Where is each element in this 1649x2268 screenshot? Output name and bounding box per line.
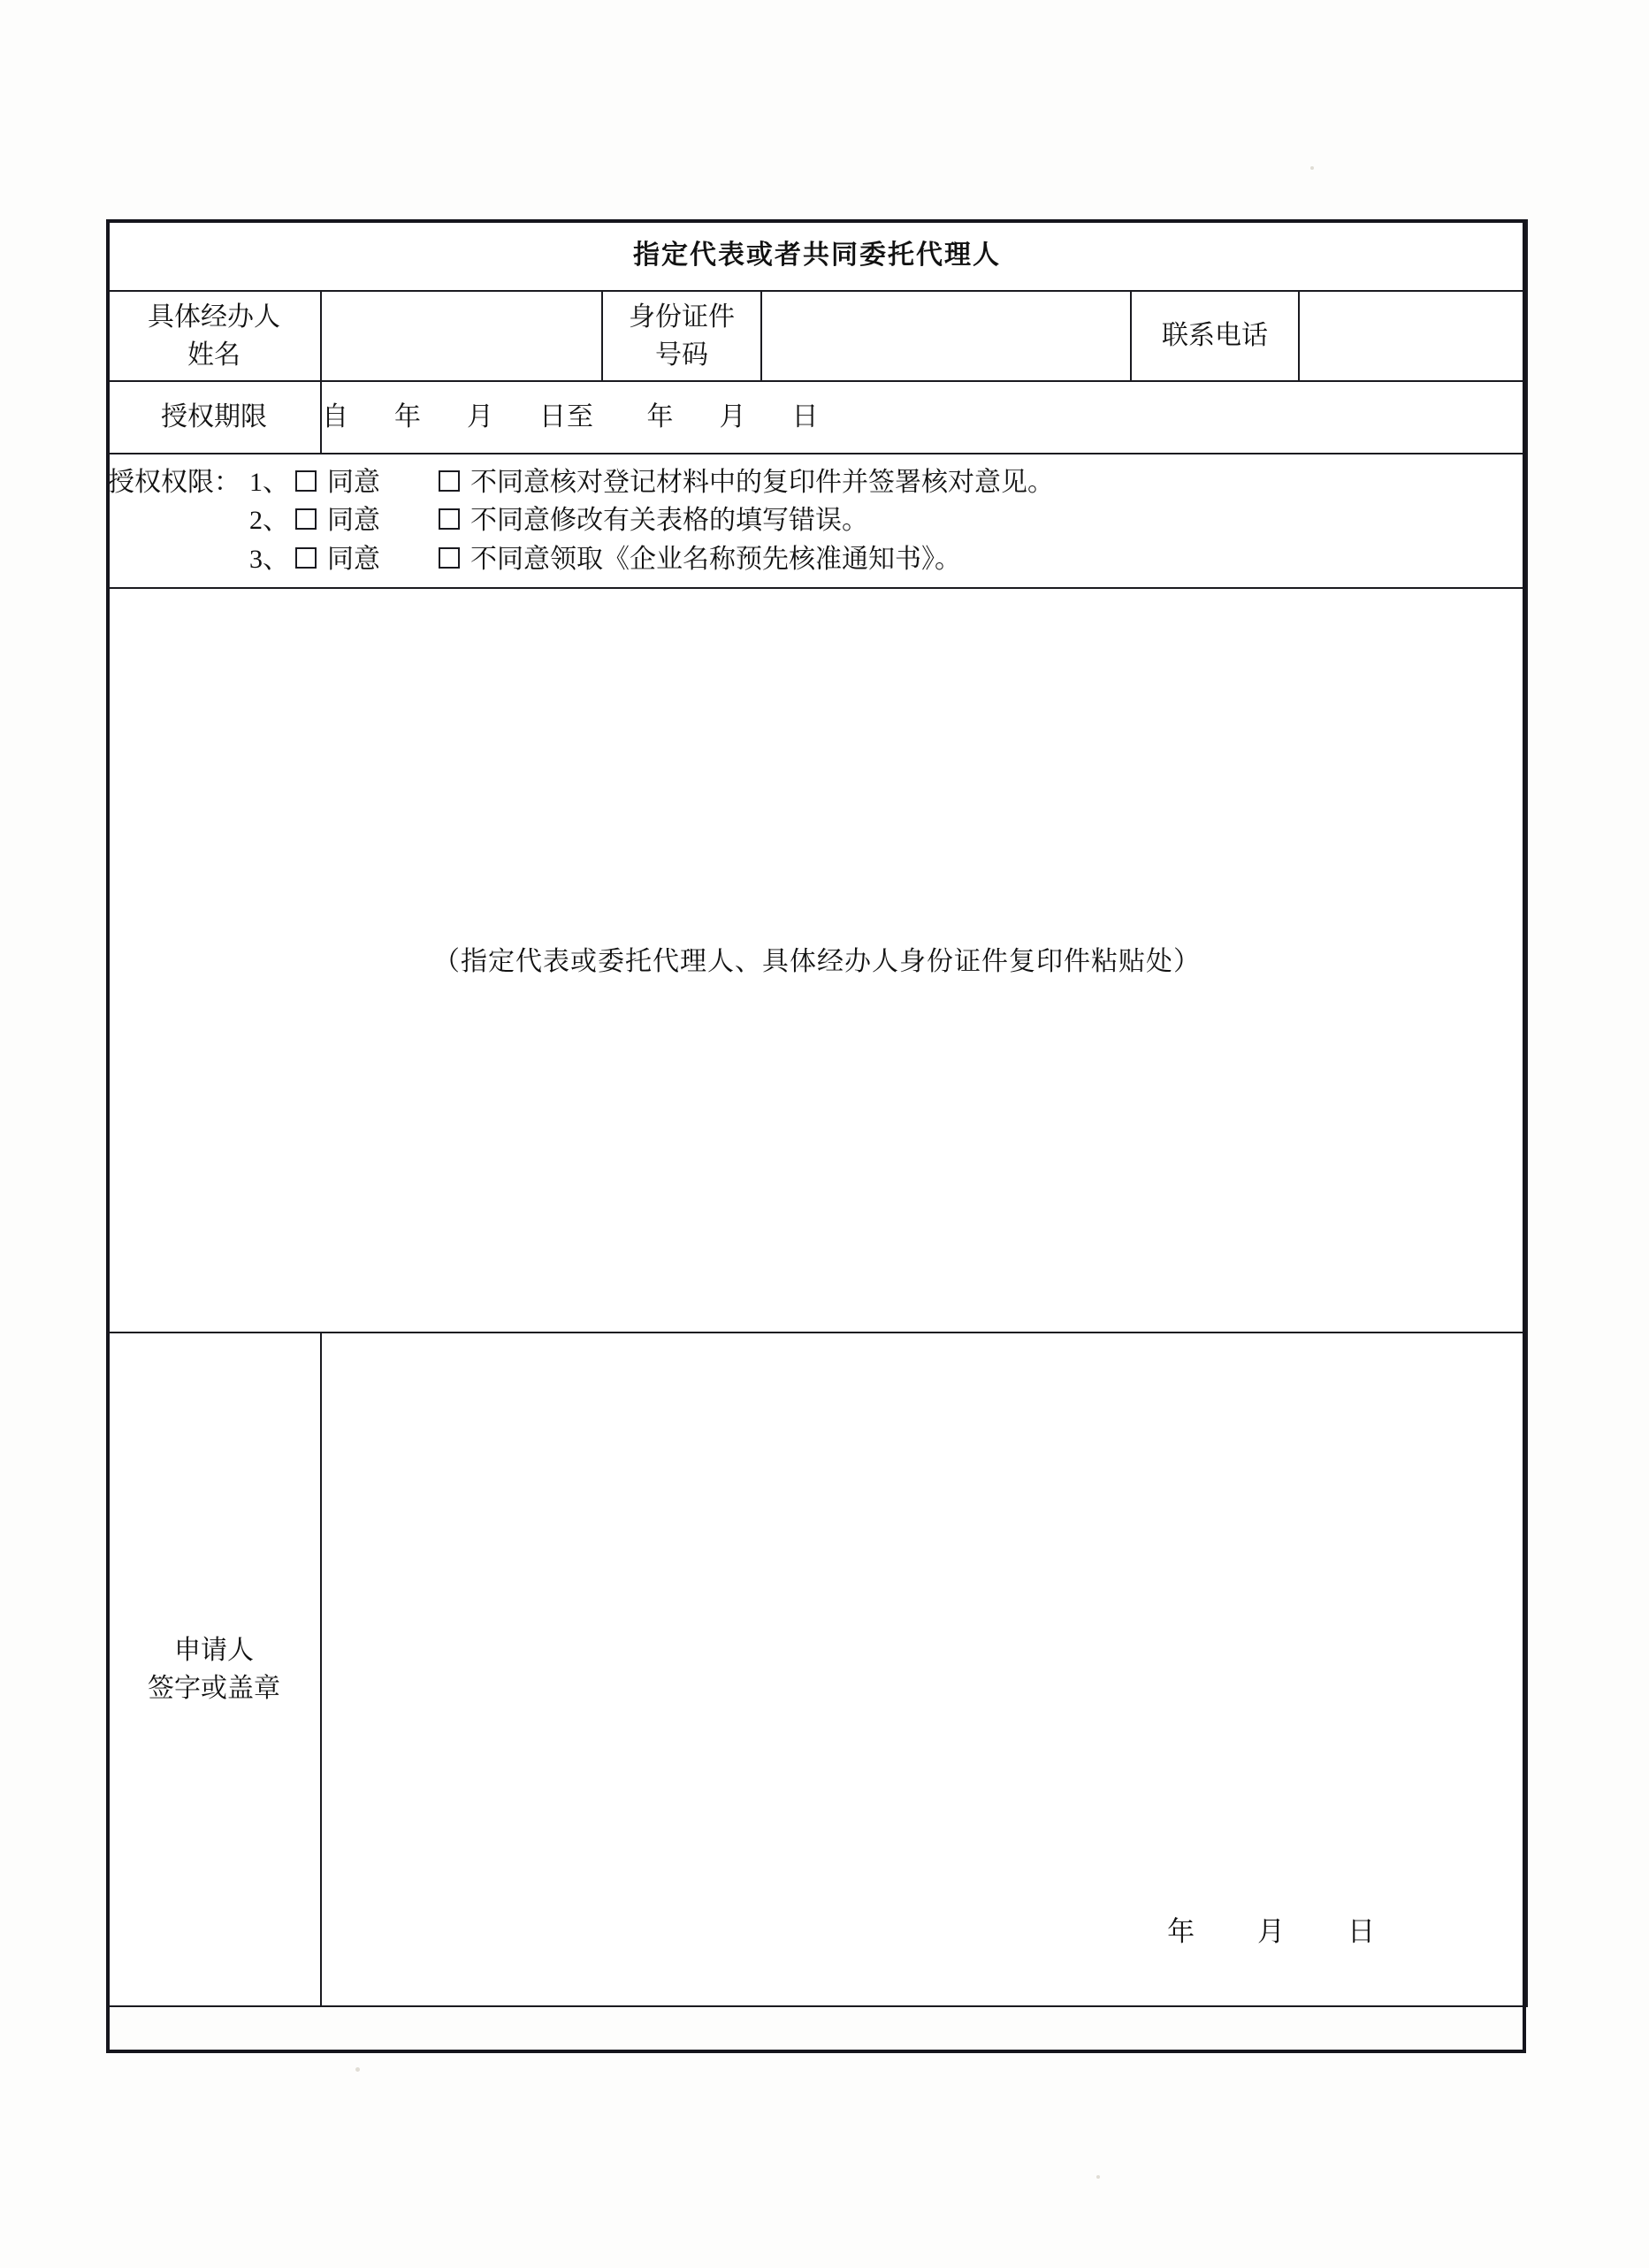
id-copy-paste-area[interactable] [107,588,1527,1333]
authority-item [108,501,1526,540]
authority-scope-row [107,454,1527,588]
disagree-label-1: 不同意核对登记材料中的复印件并签署核对意见。 [470,467,1054,497]
authority-item-number: 1、 [249,467,289,497]
signature-row [107,1333,1527,2006]
designated-representative-form [106,219,1528,2007]
paste-area-note: （指定代表或委托代理人、具体经办人身份证件复印件粘贴处） [433,947,1202,976]
scan-speck [1310,166,1314,170]
agree-label-1: 同意 [327,467,380,497]
authorization-term-field[interactable]: 自 年 月 日至 年 月 日 [321,381,1527,454]
authority-item [108,463,1526,502]
disagree-checkbox-2[interactable] [439,508,460,530]
applicant-signature-label: 申请人 签字或盖章 [107,1333,321,2006]
signature-date-line: 年 月 日 [1167,1916,1377,1948]
title-row [107,220,1527,291]
form-title: 指定代表或者共同委托代理人 [107,220,1527,291]
agree-checkbox-1[interactable] [295,470,317,492]
authority-scope-cell [107,454,1527,588]
authority-prefix-label: 授权权限： [108,467,240,497]
authority-item [108,540,1526,579]
scan-speck [355,2067,360,2072]
applicant-signature-area[interactable] [321,1333,1527,2006]
authority-item-number: 2、 [249,506,289,536]
agree-checkbox-2[interactable] [295,508,317,530]
authorization-term-row [107,381,1527,454]
agree-label-3: 同意 [327,544,380,574]
operator-name-label: 具体经办人 姓名 [107,291,321,381]
scan-speck [1096,2175,1100,2179]
disagree-checkbox-3[interactable] [439,547,460,569]
authority-item-number: 3、 [249,544,289,574]
phone-label: 联系电话 [1131,291,1299,381]
id-number-field[interactable] [761,291,1131,381]
disagree-label-2: 不同意修改有关表格的填写错误。 [470,506,868,536]
authorization-term-label: 授权期限 [107,381,321,454]
disagree-checkbox-1[interactable] [439,470,460,492]
phone-field[interactable] [1299,291,1527,381]
operator-name-field[interactable] [321,291,602,381]
disagree-label-3: 不同意领取《企业名称预先核准通知书》。 [470,544,961,574]
id-number-label: 身份证件 号码 [602,291,761,381]
agree-checkbox-3[interactable] [295,547,317,569]
operator-info-row [107,291,1527,381]
paste-area-row [107,588,1527,1333]
agree-label-2: 同意 [327,506,380,536]
